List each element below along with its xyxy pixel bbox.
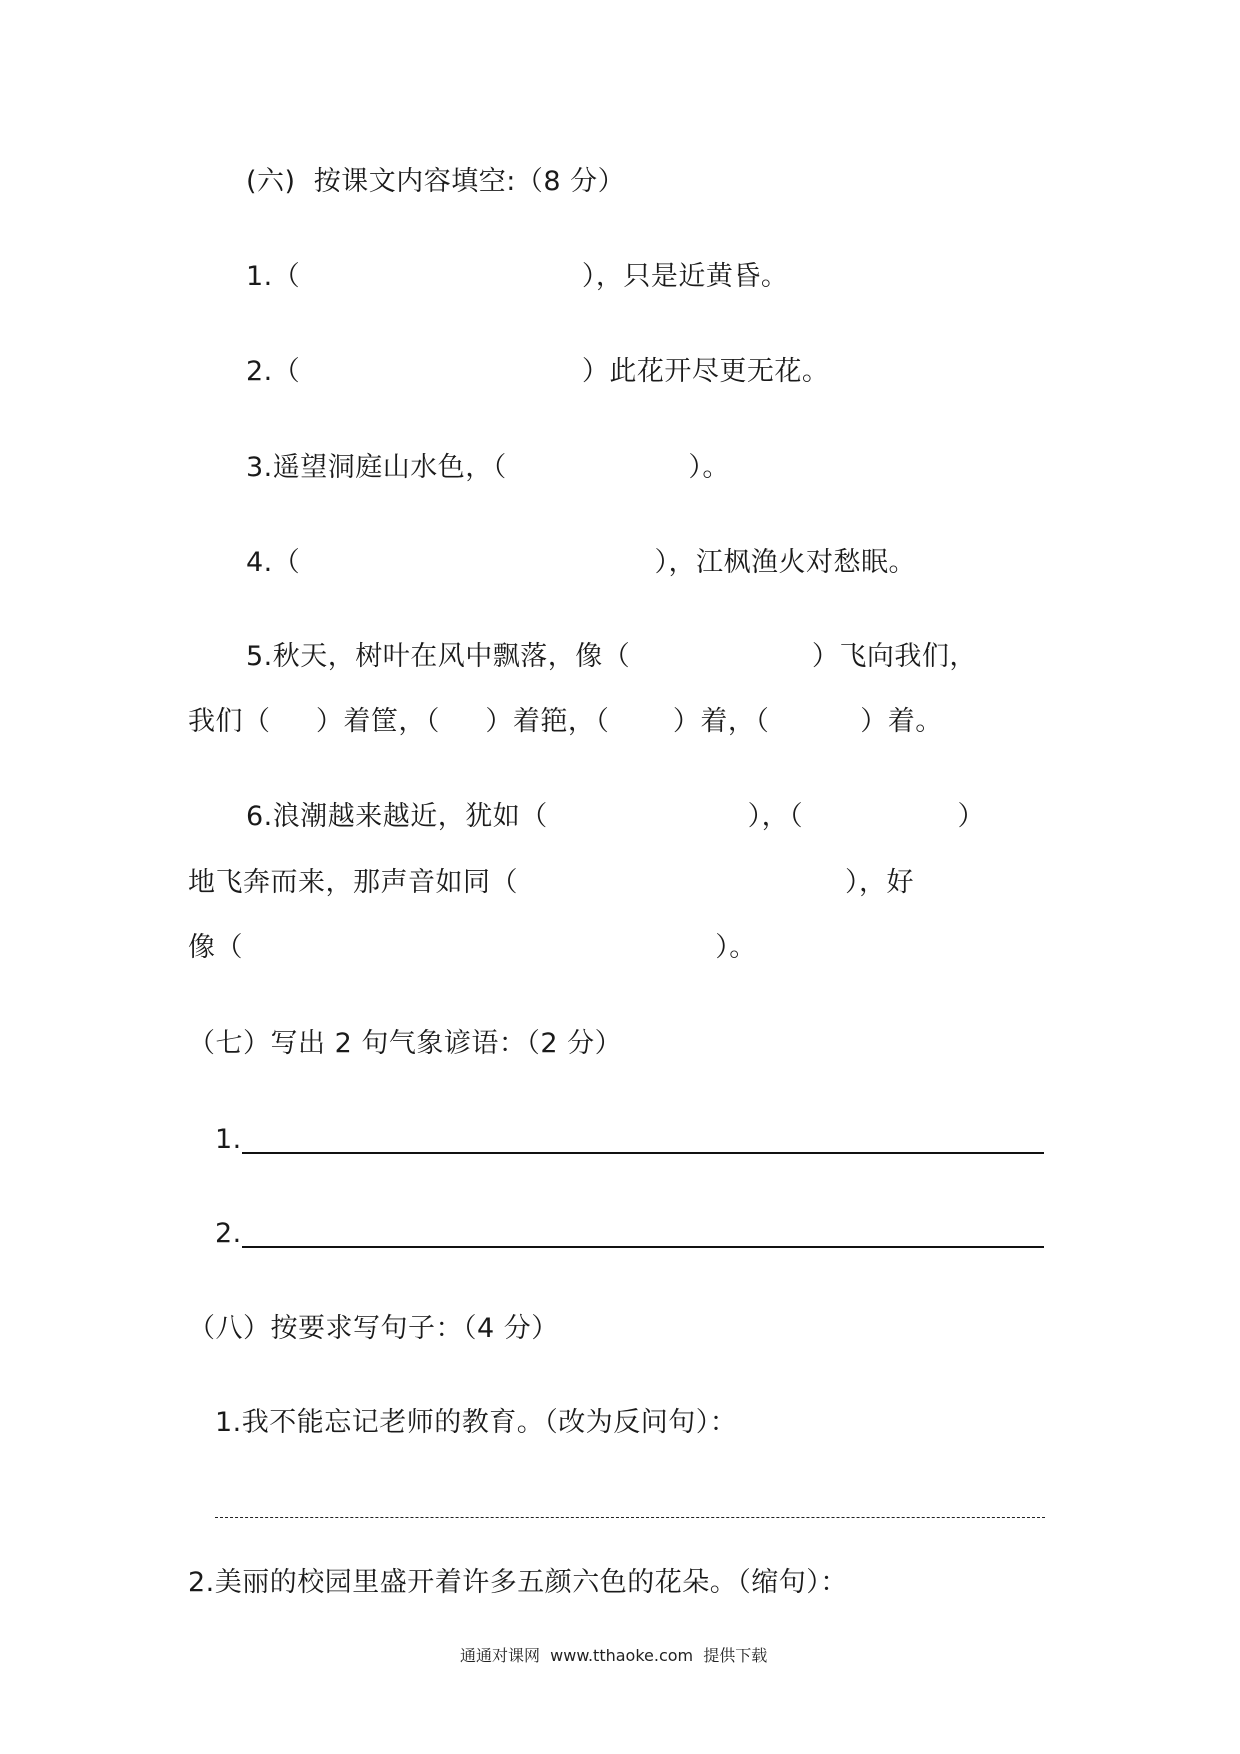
section6-question-5-line2: 我们（ ）着筐，（ ）着筢，（ ）着，（ ）着。: [188, 706, 943, 737]
section6-question-6-line3: 像（ ）。: [188, 932, 757, 963]
section6-question-5-line1: 5.秋天，树叶在风中飘落，像（ ）飞向我们，: [246, 641, 977, 672]
section7-item-2-label: 2.: [215, 1218, 242, 1249]
section8-title: （八）按要求写句子：（4 分）: [188, 1313, 559, 1344]
section6-question-4: 4.（ ），江枫渔火对愁眠。: [246, 547, 916, 578]
footer-text: 通通对课网 www.tthaoke.com 提供下载: [460, 1646, 768, 1665]
section6-question-1: 1.（ ），只是近黄昏。: [246, 261, 789, 292]
section7-item-1-answer-line[interactable]: [242, 1152, 1044, 1154]
section6-question-6-line1: 6.浪潮越来越近，犹如（ ），（ ）: [246, 801, 985, 832]
section7-item-2-answer-line[interactable]: [242, 1246, 1044, 1248]
section8-question-1: 1.我不能忘记老师的教育。（改为反问句）：: [215, 1407, 738, 1438]
section7-item-1-label: 1.: [215, 1124, 242, 1155]
section6-question-2: 2.（ ）此花开尽更无花。: [246, 356, 830, 387]
section6-question-6-line2: 地飞奔而来，那声音如同（ ），好: [188, 867, 914, 898]
section6-question-3: 3.遥望洞庭山水色，（ ）。: [246, 452, 730, 483]
section8-question-1-answer-line[interactable]: [215, 1517, 1045, 1518]
section8-question-2: 2.美丽的校园里盛开着许多五颜六色的花朵。（缩句）：: [188, 1567, 848, 1598]
section7-title: （七）写出 2 句气象谚语：（2 分）: [188, 1028, 623, 1059]
section6-title: (六) 按课文内容填空:（8 分）: [246, 166, 626, 197]
